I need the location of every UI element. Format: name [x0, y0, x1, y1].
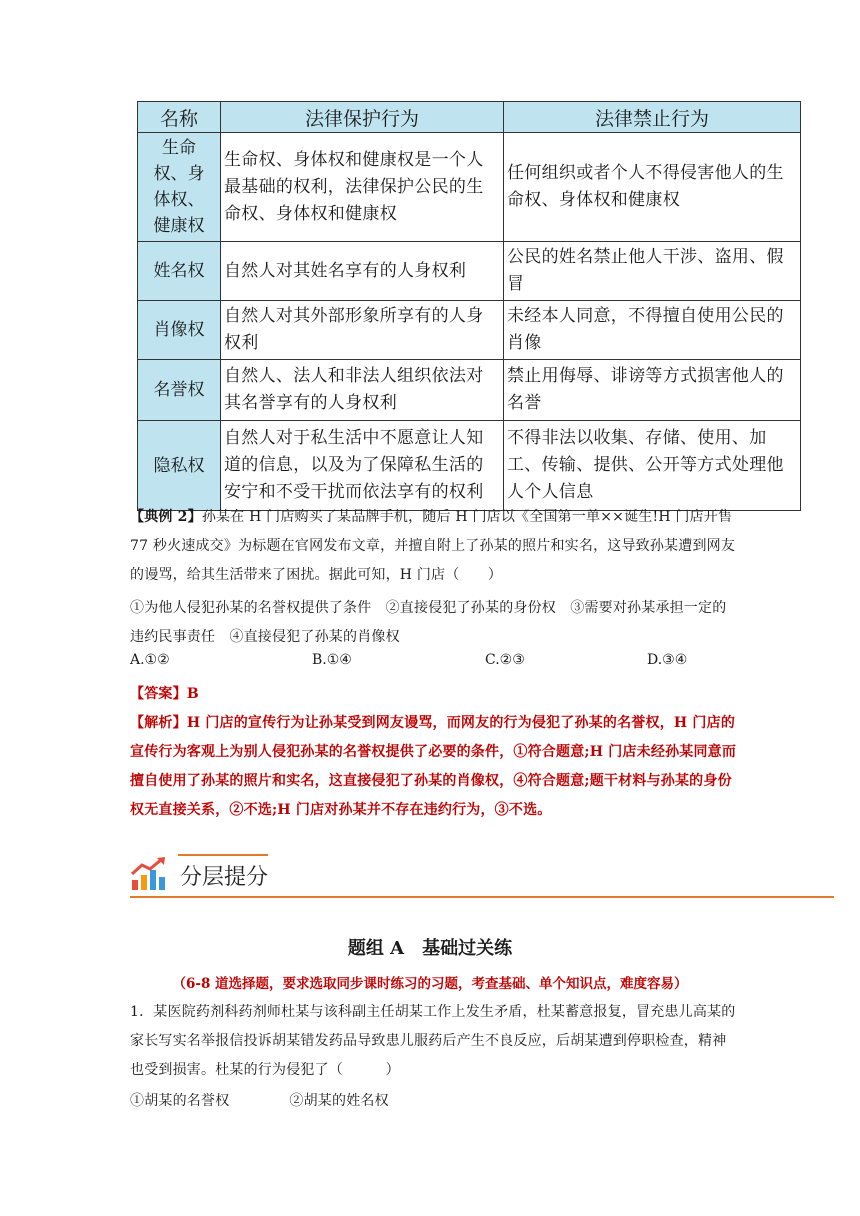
example-statements: ①为他人侵犯孙某的名誉权提供了条件 ②直接侵犯了孙某的身份权 ③需要对孙某承担一定的违约民事责任 ④直接侵犯了孙某的肖像权: [130, 600, 727, 645]
analysis: [130, 709, 740, 825]
analysis-label: 【解析】: [130, 715, 187, 731]
protect-cell: 自然人对其姓名享有的人身权利: [221, 242, 504, 301]
section-title: 分层提分: [180, 865, 269, 890]
example-label: 【典例 2】: [130, 509, 202, 525]
answer-value: B: [186, 686, 199, 702]
table-row: [138, 133, 801, 242]
q1-option-2: ②胡某的姓名权: [289, 1093, 389, 1109]
question-1: 1．某医院药剂科药剂师杜某与该科副主任胡某工作上发生矛盾，杜某蓄意报复，冒充患儿高某的家长写实名举报信投诉胡某错发药品导致患儿服药后产生不良反应，后胡某遭到停职检查，精神也受到损害。杜某的行为侵犯了（ ）: [130, 1004, 736, 1078]
header-protect: 法律保护行为: [221, 102, 504, 133]
prohibit-cell: 未经本人同意，不得擅自使用公民的肖像: [504, 301, 801, 360]
group-title: 题组 A 基础过关练: [347, 938, 513, 959]
table-row: [138, 301, 801, 360]
right-name: 隐私权: [138, 421, 221, 511]
table-row: [138, 242, 801, 301]
protect-cell: 自然人、法人和非法人组织依法对其名誉享有的人身权利: [221, 360, 504, 421]
header-name: 名称: [138, 102, 221, 133]
prohibit-cell: 不得非法以收集、存储、使用、加工、传输、提供、公开等方式处理他人个人信息: [504, 421, 801, 511]
right-name: 姓名权: [138, 242, 221, 301]
table-header-row: [138, 102, 801, 133]
prohibit-cell: 任何组织或者个人不得侵害他人的生命权、身体权和健康权: [504, 133, 801, 242]
protect-cell: 自然人对于私生活中不愿意让人知道的信息，以及为了保障私生活的安宁和不受干扰而依法享有的权利: [221, 421, 504, 511]
question-1-options: [130, 1087, 530, 1116]
protect-cell: 自然人对其外部形象所享有的人身权利: [221, 301, 504, 360]
analysis-text: H 门店的宣传行为让孙某受到网友谩骂，而网友的行为侵犯了孙某的名誉权，H 门店的宣传行为客观上为别人侵犯孙某的名誉权提供了必要的条件，①符合题意;H 门店未经孙某同意而擅自使用了孙某的照片和实名，这直接侵犯了孙某的肖像权，④符合题意;题干材料与孙某的身份权无直接关系，②不选;H 门店对孙某并不存在违约行为，③不选。: [130, 715, 737, 818]
option-d: D.③④: [647, 652, 688, 668]
table-row: [138, 421, 801, 511]
table-row: [138, 360, 801, 421]
prohibit-cell: 禁止用侮辱、诽谤等方式损害他人的名誉: [504, 360, 801, 421]
rising-chart-icon: [130, 856, 168, 892]
example-options: [130, 652, 750, 674]
section-divider: [130, 896, 834, 898]
section-accent-line: [178, 854, 268, 856]
section-header: [130, 852, 834, 900]
header-prohibit: 法律禁止行为: [504, 102, 801, 133]
right-name: 生命权、身体权、健康权: [138, 133, 221, 242]
example-question: [130, 503, 740, 590]
right-name: 名誉权: [138, 360, 221, 421]
option-a: A.①②: [130, 652, 170, 668]
q1-option-1: ①胡某的名誉权: [130, 1093, 230, 1109]
example-text: 孙某在 H 门店购买了某品牌手机，随后 H 门店以《全国第一单××诞生!H 门店开售 77 秒火速成交》为标题在官网发布文章，并擅自附上了孙某的照片和实名，这导致孙某遭到网友的谩骂，给其生活带来了困扰。据此可知，H 门店（ ）: [130, 509, 736, 583]
prohibit-cell: 公民的姓名禁止他人干涉、盗用、假冒: [504, 242, 801, 301]
group-note: （6-8 道选择题，要求选取同步课时练习的习题，考查基础、单个知识点，难度容易）: [172, 976, 688, 992]
option-c: C.②③: [485, 652, 525, 668]
answer-line: [130, 680, 740, 709]
protect-cell: 生命权、身体权和健康权是一个人最基础的权利，法律保护公民的生命权、身体权和健康权: [221, 133, 504, 242]
option-b: B.①④: [312, 652, 352, 668]
answer-label: 【答案】: [130, 686, 187, 702]
rights-table: [137, 101, 801, 511]
right-name: 肖像权: [138, 301, 221, 360]
